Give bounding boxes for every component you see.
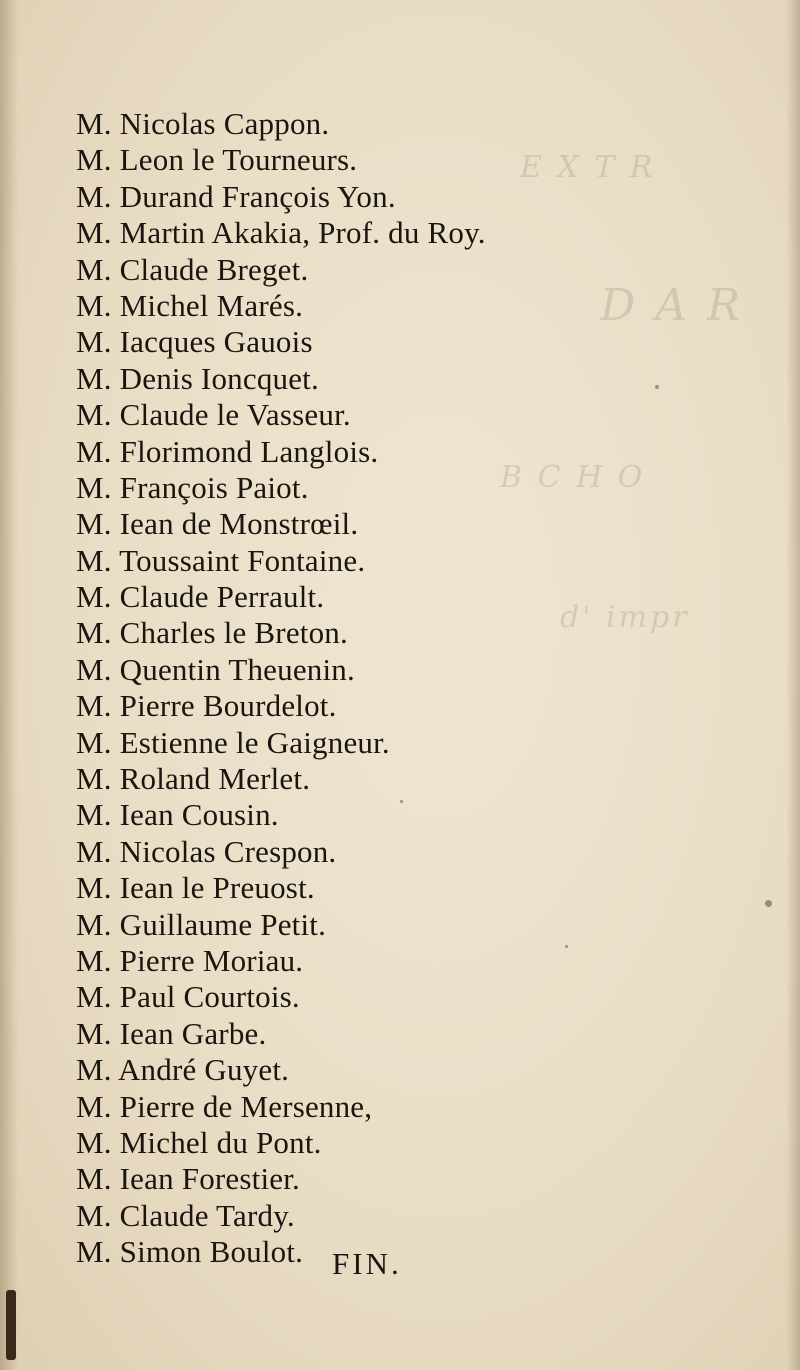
show-through-text: d' impr — [560, 600, 690, 635]
name-entry: M. Michel Marés. — [76, 287, 304, 323]
name-entry: M. Martin Akakia, Prof. du Roy. — [76, 215, 486, 251]
name-entry: M. François Paiot. — [76, 469, 309, 505]
name-entry: M. Iacques Gauois — [76, 324, 313, 360]
name-entry: M. Toussaint Fontaine. — [76, 542, 366, 578]
name-entry: M. Nicolas Cappon. — [76, 106, 330, 141]
show-through-text: D A R — [600, 280, 744, 331]
name-entry: M. Iean Cousin. — [76, 797, 279, 833]
name-entry: M. Iean Forestier. — [76, 1161, 300, 1197]
name-entry: M. Denis Ioncquet. — [76, 360, 319, 396]
show-through-text: B C H O — [500, 460, 646, 495]
name-entry: M. Michel du Pont. — [76, 1124, 322, 1160]
name-entry: M. Iean le Preuost. — [76, 870, 315, 906]
name-entry: M. Durand François Yon. — [76, 178, 396, 214]
ink-speck — [565, 945, 568, 948]
name-entry: M. Estienne le Gaigneur. — [76, 724, 390, 760]
name-entry: M. Leon le Tourneurs. — [76, 142, 358, 178]
name-entry: M. Pierre Bourdelot. — [76, 688, 337, 724]
ink-speck — [765, 900, 772, 907]
name-entry: M. Simon Boulot. — [76, 1234, 304, 1270]
name-entry: M. Nicolas Crespon. — [76, 833, 337, 869]
name-entry: M. Iean de Monstrœil. — [76, 506, 359, 542]
closing-word: FIN. — [332, 1246, 402, 1281]
name-entry: M. Guillaume Petit. — [76, 906, 327, 942]
name-entry: M. André Guyet. — [76, 1052, 290, 1088]
show-through-text: E X T R — [520, 150, 656, 185]
name-list — [76, 106, 486, 1271]
binding-mark — [6, 1290, 16, 1360]
name-entry: M. Pierre de Mersenne, — [76, 1088, 373, 1124]
name-entry: M. Claude Breget. — [76, 251, 309, 287]
name-entry: M. Roland Merlet. — [76, 761, 311, 797]
name-entry: M. Claude le Vasseur. — [76, 397, 351, 433]
name-entry: M. Pierre Moriau. — [76, 942, 304, 978]
spine-shadow — [0, 0, 18, 1370]
name-entry: M. Iean Garbe. — [76, 1015, 267, 1051]
page-edge-shadow — [786, 0, 800, 1370]
name-entry: M. Paul Courtois. — [76, 979, 300, 1015]
name-entry: M. Claude Perrault. — [76, 579, 325, 615]
name-entry: M. Claude Tardy. — [76, 1197, 295, 1233]
name-entry: M. Quentin Theuenin. — [76, 651, 355, 687]
name-entry: M. Charles le Breton. — [76, 615, 348, 651]
name-entry: M. Florimond Langlois. — [76, 433, 379, 469]
ink-speck — [655, 385, 659, 389]
